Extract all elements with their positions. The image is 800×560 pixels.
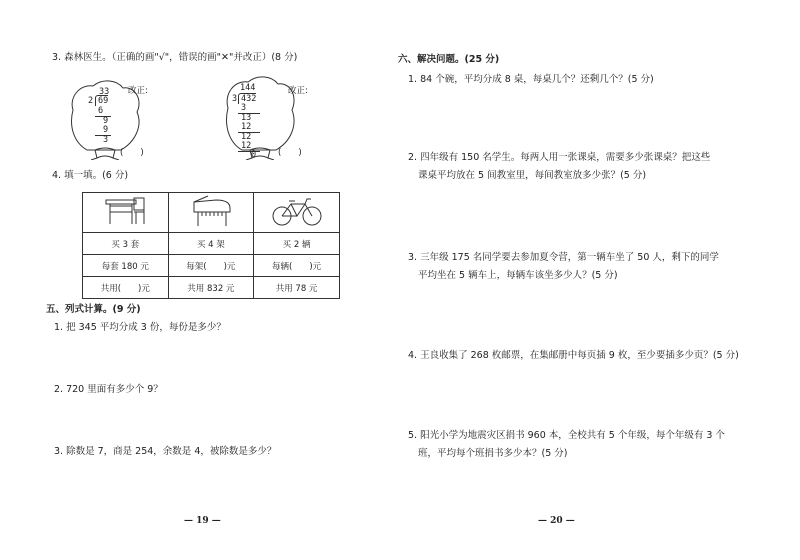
- problem-2-line2: 课桌平均放在 5 间教室里，每间教室放多少张？(5 分): [418, 170, 647, 181]
- q3-title: 3. 森林医生。（正确的画"√"，错误的画"✕"并改正）(8 分): [52, 52, 298, 63]
- tree2-fix-label: 改正:: [288, 86, 308, 96]
- tree-doctor-2: 144 3 432 3 13 12 12 12 0: [220, 76, 310, 160]
- tree-doctor-1: 33 2 69 6 9 9 3: [65, 80, 155, 160]
- tree1-answer-blank[interactable]: ( ): [120, 148, 144, 158]
- calc-q1: 1. 把 345 平均分成 3 份，每份是多少？: [54, 322, 226, 333]
- problem-1: 1. 84 个碗，平均分成 8 桌，每桌几个？还剩几个？(5 分): [408, 74, 654, 85]
- problem-5-line1: 5. 阳光小学为地震灾区捐书 960 本，全校共有 5 个年级，每个年级有 3 个: [408, 430, 725, 441]
- section5-title: 五、列式计算。(9 分): [46, 304, 141, 315]
- desk-chair-image: [83, 193, 169, 233]
- problem-3-line2: 平均坐在 5 辆车上，每辆车该坐多少人？(5 分): [418, 270, 618, 281]
- problem-5-line2: 班，平均每个班捐书多少本？(5 分): [418, 448, 568, 459]
- calc-q3: 3. 除数是 7，商是 254，余数是 4，被除数是多少？: [54, 446, 277, 457]
- tree2-answer-blank[interactable]: ( ): [278, 148, 302, 158]
- calc-q2: 2. 720 里面有多少个 9？: [54, 384, 163, 395]
- piano-icon: [186, 194, 236, 228]
- price-table: 买 3 套 买 4 架 买 2 辆 每套 180 元 每架( )元 每辆( )元 共用( )元 共用 832 元 共用 78 元: [82, 192, 340, 299]
- piano-image: [168, 193, 254, 233]
- problem-3-line1: 3. 三年级 175 名同学要去参加夏令营，第一辆车坐了 50 人，剩下的同学: [408, 252, 719, 263]
- page-number-left: — 19 —: [184, 516, 221, 526]
- problem-2-line1: 2. 四年级有 150 名学生。每两人用一张课桌，需要多少张课桌？把这些: [408, 152, 711, 163]
- bicycle-image: [254, 193, 340, 233]
- section6-title: 六、解决问题。(25 分): [398, 54, 500, 65]
- q4-title: 4. 填一填。(6 分): [52, 170, 129, 181]
- bicycle-icon: [269, 194, 325, 228]
- page-number-right: — 20 —: [538, 516, 575, 526]
- desk-chair-icon: [100, 194, 150, 228]
- tree1-fix-label: 改正:: [128, 86, 148, 96]
- problem-4: 4. 王良收集了 268 枚邮票，在集邮册中每页插 9 枚，至少要插多少页？(5 分): [408, 350, 739, 361]
